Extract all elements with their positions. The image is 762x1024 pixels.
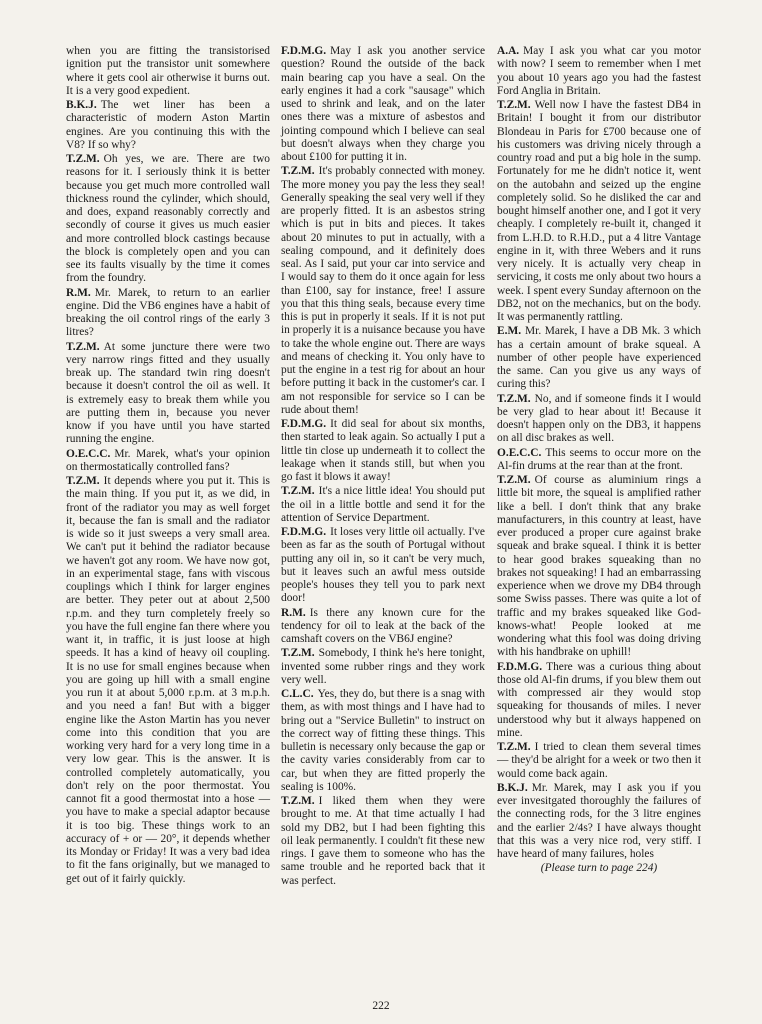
speaker-initials: O.E.C.C. bbox=[66, 447, 111, 460]
speaker-initials: O.E.C.C. bbox=[497, 446, 542, 459]
paragraph-text: This seems to occur more on the Al-fin drums at the rear than at the front. bbox=[497, 446, 701, 472]
page-number: 222 bbox=[372, 1000, 390, 1012]
paragraph-text: May I ask you another service question? Round the outside of the back main bearing cap you have a seal. On the early engines it had a cork "sausage" which used to shrink and leak, and on the later ones there was a mixture of asbestos and jointing compound which I believe can seal but doesn't always when they charge you about £100 for putting it in. bbox=[281, 45, 485, 163]
paragraph-text: No, and if someone finds it I would be very glad to hear about it! Because it doesn't happen only on the DB3, it happens on all disc brakes as well. bbox=[497, 392, 701, 445]
interview-paragraph bbox=[66, 475, 270, 886]
text-column-3 bbox=[497, 45, 701, 877]
paragraph-text: Somebody, I think he's here tonight, invented some rubber rings and they work very well. bbox=[281, 647, 485, 686]
paragraph-text: I tried to clean them several times — they'd be alright for a week or two then it would come back again. bbox=[497, 741, 701, 780]
speaker-initials: B.K.J. bbox=[497, 781, 528, 794]
paragraph-text: Yes, they do, but there is a snag with them, as with most things and I have had to bring out a "Service Bulletin" to instruct on the correct way of fitting these things. This bulletin is necessary only because the gap or the cavity varies considerably from car to car, but when they are fitted properly the sealing is 100%. bbox=[281, 688, 485, 793]
interview-paragraph bbox=[66, 153, 270, 286]
interview-paragraph bbox=[497, 393, 701, 446]
speaker-initials: F.D.M.G. bbox=[281, 418, 327, 430]
text-column-1 bbox=[66, 45, 270, 887]
column-3-body bbox=[497, 45, 701, 861]
paragraph-text: Is there any known cure for the tendency for oil to leak at the back of the camshaft covers on the VB6J engine? bbox=[281, 606, 485, 645]
continued-note: (Please turn to page 224) bbox=[540, 862, 658, 875]
interview-paragraph bbox=[497, 741, 701, 781]
interview-paragraph bbox=[281, 418, 485, 484]
speaker-initials: T.Z.M. bbox=[497, 741, 531, 753]
interview-paragraph bbox=[497, 99, 701, 324]
speaker-initials: T.Z.M. bbox=[281, 647, 315, 660]
paragraph-text: It's probably connected with money. The more money you pay the less they seal! Generally speaking the seal very well if they are properly fitted. It is an asbestos string which is put in bits and pieces. It takes about 20 minutes to put in actually, with a sealing compound, and it definitely does seal. As I said, put your car into service and I would say to them do it once again for less than £100, say for instance, free! I assure you that this thing seals, because every time this is put in properly it seals. If it is not put in properly it is a nuisance because you have to take the whole engine out. There are ways and means of checking it. You only have to put the engine in a test rig for about an hour before putting it back in the customer's car. I am not responsible for service so I can be rude about them! bbox=[281, 165, 485, 416]
speaker-initials: B.K.J. bbox=[66, 99, 97, 111]
paragraph-text: I liked them when they were brought to me. At that time actually I had sold my DB2, but I had been fighting this oil leak permanently. I couldn't fit these new rings. I gave them to someone who has the same trouble and he reported back that it was perfect. bbox=[281, 795, 485, 887]
interview-paragraph bbox=[497, 325, 701, 391]
paragraph-text: Of course as aluminium rings a little bit more, the squeal is amplified rather like a bell. I don't think that any brake manufacturers, in this country at least, have ever produced a proper cure against brake squeak and brake squeal. I think it is better to hear good brakes squeaking than no brakes not squeaking! I had an embarrassing experience when we drove my DB4 through some Swiss passes. There was quite a lot of traffic and my brakes squeaked like God-knows-what! People looked at me wondering what this fool was doing driving with his handbrake on uphill! bbox=[497, 474, 701, 659]
interview-paragraph bbox=[497, 45, 701, 98]
interview-paragraph bbox=[281, 607, 485, 647]
speaker-initials: T.Z.M. bbox=[281, 485, 315, 498]
interview-paragraph bbox=[66, 448, 270, 475]
speaker-initials: T.Z.M. bbox=[497, 474, 531, 486]
interview-paragraph bbox=[497, 447, 701, 474]
paragraph-text: Mr. Marek, I have a DB Mk. 3 which has a certain amount of brake squeal. A number of other people have experienced the same. Can you give us any ways of curing this? bbox=[497, 325, 701, 391]
interview-paragraph bbox=[281, 795, 485, 888]
interview-paragraph bbox=[281, 45, 485, 164]
interview-paragraph bbox=[66, 45, 270, 98]
speaker-initials: F.D.M.G. bbox=[497, 660, 543, 673]
interview-paragraph bbox=[497, 661, 701, 741]
interview-paragraph bbox=[497, 782, 701, 862]
paragraph-text: There was a curious thing about those old Al-fin drums, if you blew them out with compressed air they would stop squeaking for thousands of miles. I never understood why but it always happened on mine. bbox=[497, 660, 701, 739]
speaker-initials: T.Z.M. bbox=[281, 795, 315, 807]
interview-paragraph bbox=[281, 485, 485, 525]
speaker-initials: C.L.C. bbox=[281, 688, 314, 700]
paragraph-text: Mr. Marek, may I ask you if you ever invesitgated thoroughly the failures of the connecting rods, for the 3 litre engines and the earlier 2/4s? I have always thought that this was a very nice rod, very stiff. I have heard of many failures, holes bbox=[497, 781, 701, 860]
paragraph-text: It depends where you put it. This is the main thing. If you put it, as we did, in front of the radiator you may as well forget it, because the fan is small and the radiator is wide so it just sweeps a very small area. We can't put it behind the radiator because we haven't got any room. We have now got, in an experimental stage, fans with viscous couplings which I think for larger engines are better. They peter out at about 2,500 r.p.m. and they turn completely freely so you have the full engine fan there where you want it, in traffic, it is just loose at high speeds. It has a kind of heavy oil coupling. It is no use for small engines because when you are going up hill with a small engine you run it at about 5,000 r.p.m. at 3 m.p.h. and you need a fan! But with a bigger engine like the Aston Martin has you never come into this condition that you are working very hard for a very long time in a very low gear. This is the answer. It is controlled completely automatically, you don't rely on the poor thermostat. You cannot fit a good thermostat into a hose — you have to make a special adaptor because it is too big. These things work to an accuracy of + or — 20°, it depends whether its Monday or Friday! It was a very bad idea to fit the fans originally, but we managed to get out of it fairly quickly. bbox=[66, 475, 270, 885]
paragraph-text: It did seal for about six months, then started to leak again. So actually I put a little tin close up underneath it to collect the leakage when it stands still, but when you go fast it blows it away! bbox=[281, 418, 485, 483]
interview-paragraph bbox=[281, 165, 485, 417]
paragraph-text: It's a nice little idea! You should put the oil in a little bottle and send it for the attention of Service Department. bbox=[281, 485, 485, 524]
speaker-initials: A.A. bbox=[497, 45, 520, 57]
paragraph-text: Well now I have the fastest DB4 in Britain! I bought it from our distributor Blondeau in Paris for £700 because one of his customers was driving nicely through a country road and put a big hole in the sump. Fortunately for me he didn't notice it, went on the autobahn and seized up the engine completely solid. So he disliked the car and bought himself another one, and I got it very cheaply. I completely re-built it, changed it from L.H.D. to R.H.D., put a 4 litre Vantage engine in it, with three Webers and it runs very nicely. It is actually very cheap in servicing, it costs me only about two hours a week. I spent every Sunday afternoon on the DB2, not on the mechanics, but on the body. It was permanently rattling. bbox=[497, 99, 701, 323]
speaker-initials: T.Z.M. bbox=[66, 340, 100, 353]
speaker-initials: F.D.M.G. bbox=[281, 526, 327, 538]
speaker-initials: T.Z.M. bbox=[281, 165, 315, 178]
paragraph-text: Oh yes, we are. There are two reasons for it. I seriously think it is better because you get much more controlled wall thickness round the cylinder, which should, and does, expand reasonably correctly and secondly of course it gives us much easier and more controlled block castings because the block is completely open and you can see its faults visually by the time it comes from the foundry. bbox=[66, 153, 270, 285]
speaker-initials: R.M. bbox=[66, 286, 91, 299]
paragraph-text: Mr. Marek, what's your opinion on thermostatically controlled fans? bbox=[66, 447, 270, 473]
interview-paragraph bbox=[66, 287, 270, 340]
interview-paragraph bbox=[497, 474, 701, 660]
speaker-initials: E.M. bbox=[497, 325, 522, 338]
interview-paragraph bbox=[281, 688, 485, 794]
speaker-initials: T.Z.M. bbox=[497, 99, 531, 111]
interview-paragraph bbox=[281, 647, 485, 687]
speaker-initials: T.Z.M. bbox=[66, 475, 100, 487]
speaker-initials: R.M. bbox=[281, 606, 306, 619]
paragraph-text: May I ask you what car you motor with now? I seem to remember when I met you about 10 years ago you had the fastest Ford Anglia in Britain. bbox=[497, 45, 701, 97]
text-column-2 bbox=[281, 45, 485, 889]
paragraph-text: The wet liner has been a characteristic of modern Aston Martin engines. Are you continuing this with the V8? If so why? bbox=[66, 99, 270, 151]
speaker-initials: F.D.M.G. bbox=[281, 45, 327, 57]
paragraph-text: It loses very little oil actually. I've been as far as the south of Portugal without putting any oil in, so it can't be very much, but it leaves such an awful mess outside people's houses they tell you to park next door! bbox=[281, 526, 485, 605]
interview-paragraph bbox=[66, 99, 270, 152]
interview-paragraph bbox=[66, 341, 270, 447]
paragraph-text: At some juncture there were two very narrow rings fitted and they usually break up. The standard twin ring doesn't because it doesn't control the oil as well. It is extremely easy to break them while you are putting them in, because you never know if you have until you have started running the engine. bbox=[66, 340, 270, 446]
speaker-initials: T.Z.M. bbox=[497, 392, 531, 405]
interview-paragraph bbox=[281, 526, 485, 606]
paragraph-text: Mr. Marek, to return to an earlier engine. Did the VB6 engines have a habit of breaking the oil control rings of the early 3 litres? bbox=[66, 286, 270, 339]
speaker-initials: T.Z.M. bbox=[66, 153, 100, 165]
paragraph-text: when you are fitting the transistorised ignition put the transistor unit somewhere where it gets cool air otherwise it burns out. It is a very good expedient. bbox=[66, 45, 270, 97]
